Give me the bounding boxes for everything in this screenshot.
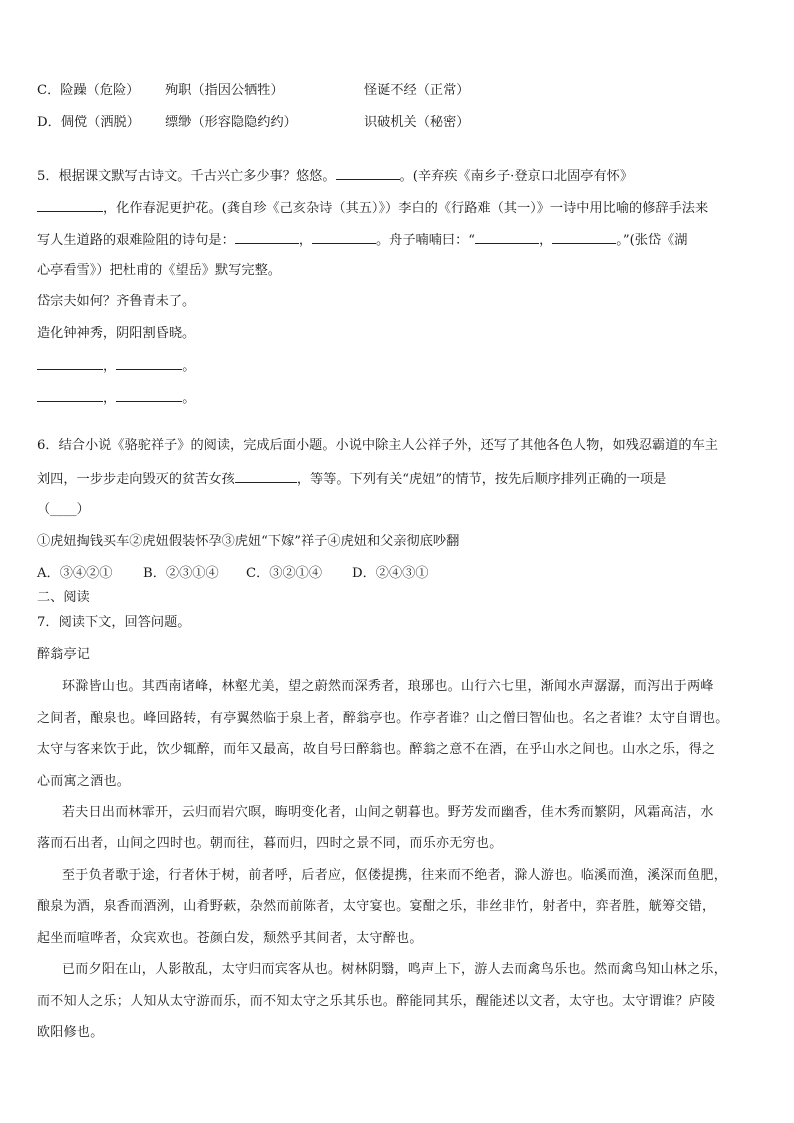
section-heading: 二、阅读 [37, 590, 90, 605]
q6-option-c: C．③②①④ [246, 566, 323, 581]
q5-line-3: 写人生道路的艰难险阻的诗句是： ， 。舟子喃喃曰：“ ， 。”(张岱《湖 [37, 229, 687, 251]
q5-blank-2 [37, 197, 103, 212]
q4-option-c-c: 怪诞不经（正常） [364, 83, 470, 98]
q6-option-d: D．②④③① [352, 566, 429, 581]
passage-line: 已而夕阳在山，人影散乱，太守归而宾客从也。树林阴翳，鸣声上下，游人去而禽鸟乐也。然而禽鸟知山林之乐， [62, 962, 728, 977]
q4-option-c-row [37, 81, 757, 101]
passage-title: 醉翁亭记 [37, 647, 91, 662]
q6-blank [235, 468, 297, 483]
q5-blank-8 [116, 355, 182, 370]
passage-line: 至于负者歌于途，行者休于树，前者呼，后者应，伛偻提携，往来而不绝者，滁人游也。临溪而渔，溪深而鱼肥， [62, 868, 728, 883]
q4-option-c: C．险躁（危险） [37, 83, 140, 98]
q4-option-d-c: 识破机关（秘密） [364, 115, 470, 130]
q5-line-1: 5．根据课文默写古诗文。千古兴亡多少事？悠悠。 。(辛弃疾《南乡子·登京口北固亭有怀》 [37, 165, 633, 187]
q5-line-5: 岱宗夫如何？齐鲁青未了。 [37, 294, 196, 309]
passage-line: 环滁皆山也。其西南诸峰，林壑尤美，望之蔚然而深秀者，琅琊也。山行六七里，渐闻水声潺潺，而泻出于两峰 [62, 679, 714, 694]
q4-option-d-row [37, 113, 757, 133]
q5-blank-7 [37, 355, 103, 370]
q6-option-b: B．②③①④ [143, 566, 219, 581]
q6-option-a: A．③④②① [37, 566, 113, 581]
q4-option-d: D．倜傥（洒脱） [37, 115, 140, 130]
q5-blank-3 [235, 229, 299, 244]
q6-line-2: 刘四，一步步走向毁灭的贫苦女孩 ，等等。下列有关“虎妞”的情节，按先后顺序排列正确的一项是 [37, 468, 666, 490]
q5-blank-line-2: ， 。 [37, 387, 195, 409]
passage-line: 若夫日出而林霏开，云归而岩穴暝，晦明变化者，山间之朝暮也。野芳发而幽香，佳木秀而繁阴，风霜高洁，水 [62, 805, 714, 820]
q5-blank-9 [37, 387, 103, 402]
passage-line: 太守与客来饮于此，饮少辄醉，而年又最高，故自号曰醉翁也。醉翁之意不在酒，在乎山水之间也。山水之乐，得之 [37, 742, 716, 757]
q6-events: ①虎妞掏钱买车②虎妞假装怀孕③虎妞“下嫁”祥子④虎妞和父亲彻底吵翻 [37, 534, 460, 549]
q5-blank-4 [312, 229, 376, 244]
q5-line-2: ，化作春泥更护花。(龚自珍《己亥杂诗（其五）》）李白的《行路难（其一）》一诗中用比喻的修辞手法来 [37, 197, 708, 219]
passage-line: 而不知人之乐；人知从太守游而乐，而不知太守之乐其乐也。醉能同其乐，醒能述以文者，太守也。太守谓谁？庐陵 [37, 994, 716, 1009]
q4-option-d-b: 缥缈（形容隐隐约约） [165, 115, 297, 130]
q6-answer-paren: （____） [37, 502, 90, 517]
passage-line: 起坐而喧哗者，众宾欢也。苍颜白发，颓然乎其间者，太守醉也。 [37, 931, 423, 946]
passage-line: 心而寓之酒也。 [37, 774, 131, 789]
q5-blank-10 [116, 387, 182, 402]
q6-line-1: 6．结合小说《骆驼祥子》的阅读，完成后面小题。小说中除主人公祥子外，还写了其他各色人物，如残忍霸道的车主 [37, 438, 718, 453]
q5-blank-1 [336, 165, 400, 180]
q7-line-1: 7．阅读下文，回答问题。 [37, 615, 191, 630]
q4-option-c-b: 殉职（指因公牺牲） [165, 83, 284, 98]
passage-line: 之间者，酿泉也。峰回路转，有亭翼然临于泉上者，醉翁亭也。作亭者谁？山之僧曰智仙也。名之者谁？太守自谓也。 [37, 711, 729, 726]
passage-line: 欧阳修也。 [37, 1025, 104, 1040]
q5-blank-6 [552, 229, 616, 244]
passage-line: 落而石出者，山间之四时也。朝而往，暮而归，四时之景不同，而乐亦无穷也。 [37, 836, 503, 851]
q5-line-4: 心亭看雪》）把杜甫的《望岳》默写完整。 [37, 263, 281, 278]
q5-line-6: 造化钟神秀，阴阳割昏晓。 [37, 326, 196, 341]
q6-options [37, 564, 477, 584]
passage-line: 酿泉为酒，泉香而酒洌，山肴野蔌，杂然而前陈者，太守宴也。宴酣之乐，非丝非竹，射者中，弈者胜，觥筹交错， [37, 899, 716, 914]
q5-blank-5 [475, 229, 539, 244]
q5-blank-line-1: ， 。 [37, 355, 195, 377]
